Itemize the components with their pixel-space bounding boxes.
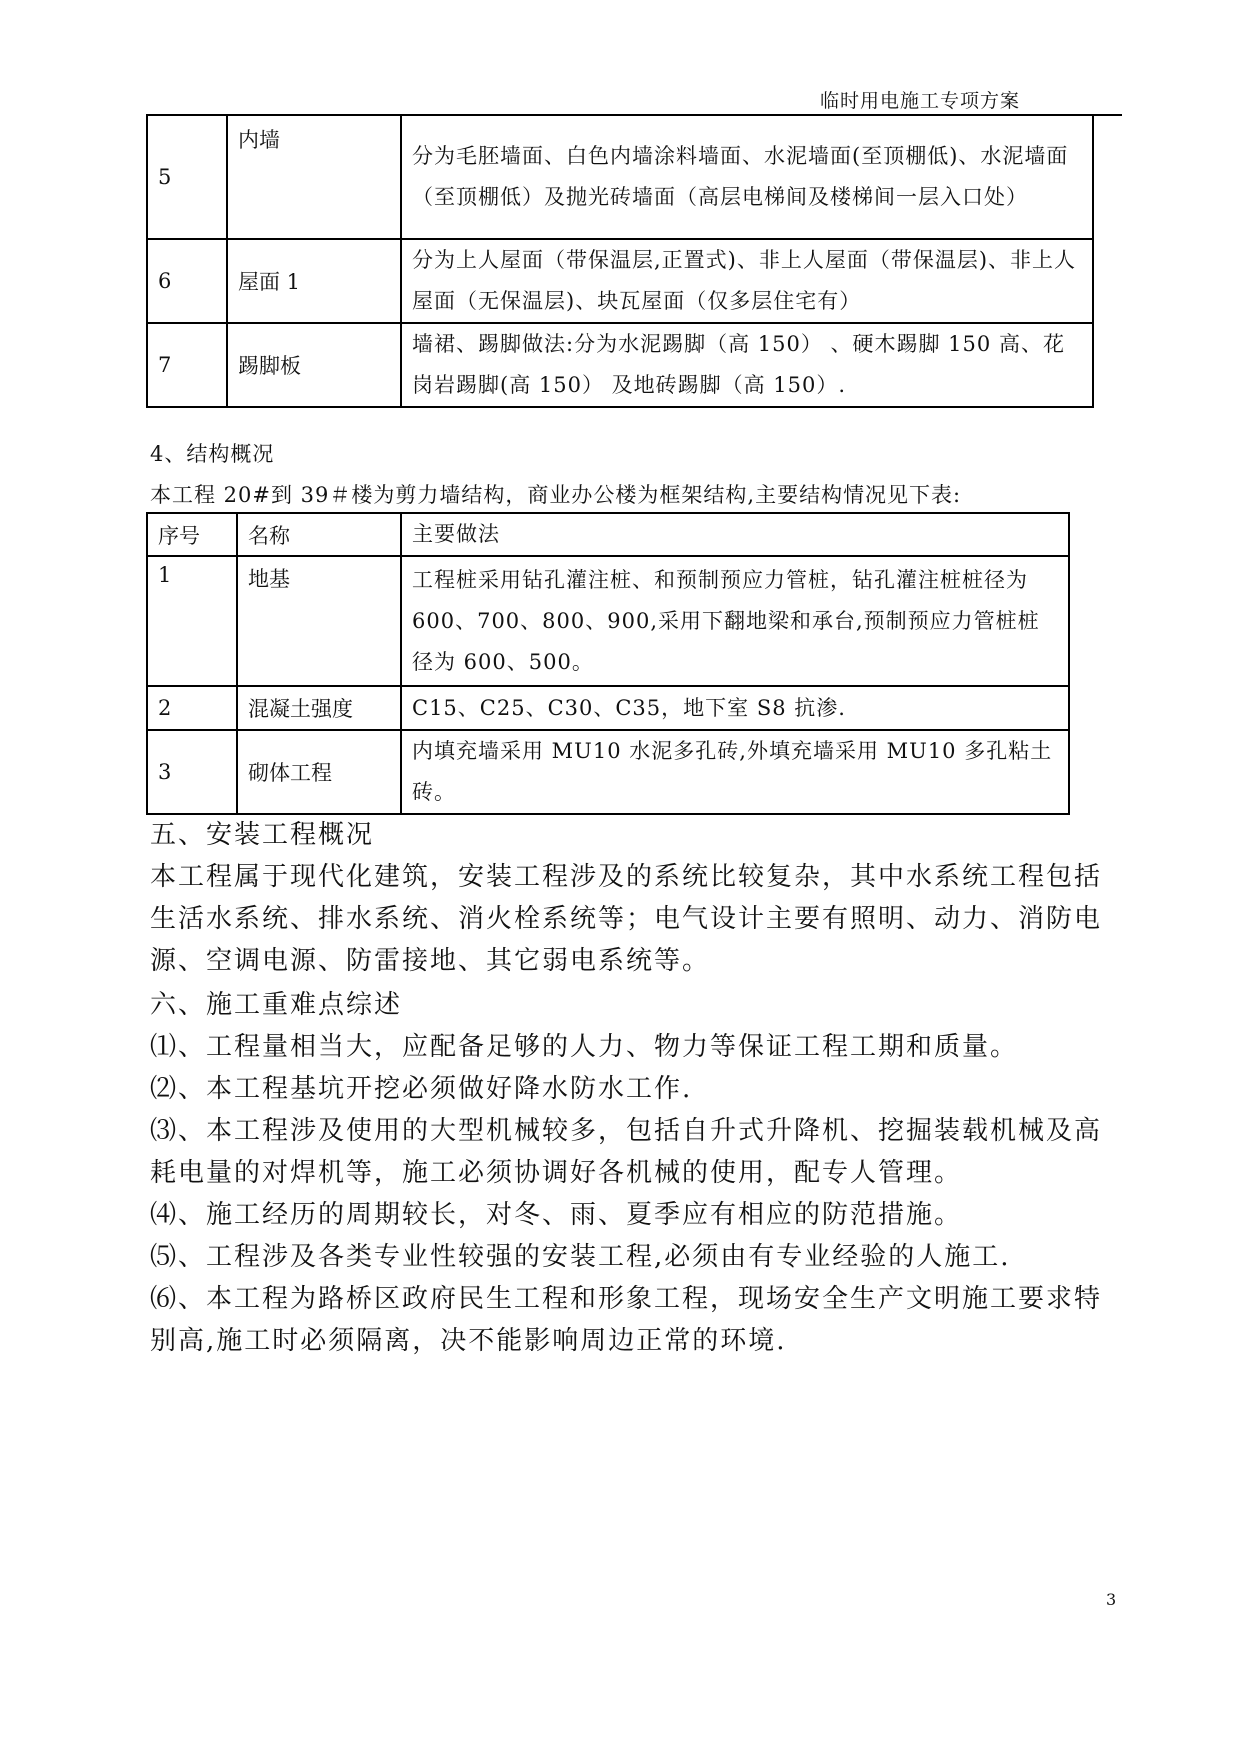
- header-title: 临时用电施工专项方案: [820, 90, 1021, 112]
- section5: [150, 814, 1126, 982]
- header-number: 序号: [147, 513, 237, 556]
- header-method: 主要做法: [401, 513, 1069, 556]
- section5-body: 本工程属于现代化建筑，安装工程涉及的系统比较复杂，其中水系统工程包括生活水系统、排水系统、消火栓系统等；电气设计主要有照明、动力、消防电源、空调电源、防雷接地、其它弱电系统等。: [150, 862, 1103, 976]
- row-number: 6: [147, 239, 227, 323]
- table-row: [147, 556, 1069, 686]
- finishes-table: [146, 114, 1094, 408]
- list-item: ⑸、工程涉及各类专业性较强的安装工程,必须由有专业经验的人施工.: [150, 1242, 1011, 1272]
- table-row: [147, 115, 1093, 239]
- row-name: 屋面 1: [227, 239, 401, 323]
- row-description: 分为毛胚墙面、白色内墙涂料墙面、水泥墙面(至顶棚低)、水泥墙面（至顶棚低）及抛光砖墙面（高层电梯间及楼梯间一层入口处）: [401, 115, 1093, 239]
- list-item: ⑵、本工程基坑开挖必须做好降水防水工作.: [150, 1074, 693, 1104]
- row-description: 内填充墙采用 MU10 水泥多孔砖,外填充墙采用 MU10 多孔粘土砖。: [401, 730, 1069, 814]
- list-item: ⑹、本工程为路桥区政府民生工程和形象工程，现场安全生产文明施工要求特别高,施工时必须隔离，决不能影响周边正常的环境.: [150, 1284, 1103, 1356]
- section4-intro: 本工程 20#到 39＃楼为剪力墙结构，商业办公楼为框架结构,主要结构情况见下表:: [150, 483, 962, 507]
- row-number: 5: [147, 115, 227, 239]
- row-number: 3: [147, 730, 237, 814]
- row-number: 1: [147, 556, 237, 686]
- table-row: [147, 730, 1069, 814]
- row-number: 7: [147, 323, 227, 407]
- table-row: [147, 239, 1093, 323]
- table-row: [147, 323, 1093, 407]
- row-description: C15、C25、C30、C35，地下室 S8 抗渗.: [401, 686, 1069, 730]
- section4-heading: 4、结构概况: [150, 442, 275, 466]
- structure-table: [146, 512, 1070, 815]
- row-description: 工程桩采用钻孔灌注桩、和预制预应力管桩，钻孔灌注桩桩径为 600、700、800、900,采用下翻地梁和承台,预制预应力管桩桩径为 600、500。: [401, 556, 1069, 686]
- list-item: ⑷、施工经历的周期较长，对冬、雨、夏季应有相应的防范措施。: [150, 1200, 963, 1230]
- row-number: 2: [147, 686, 237, 730]
- header-name: 名称: [237, 513, 401, 556]
- row-name: 踢脚板: [227, 323, 401, 407]
- table-header-row: [147, 513, 1069, 556]
- page-number: 3: [1106, 1590, 1117, 1609]
- row-name: 地基: [237, 556, 401, 686]
- row-description: 分为上人屋面（带保温层,正置式)、非上人屋面（带保温层)、非上人屋面（无保温层)、块瓦屋面（仅多层住宅有）: [401, 239, 1093, 323]
- list-item: ⑶、本工程涉及使用的大型机械较多，包括自升式升降机、挖掘装载机械及高耗电量的对焊机等，施工必须协调好各机械的使用，配专人管理。: [150, 1116, 1103, 1188]
- list-item: ⑴、工程量相当大，应配备足够的人力、物力等保证工程工期和质量。: [150, 1032, 1019, 1062]
- section6: [150, 984, 1126, 1362]
- table-row: [147, 686, 1069, 730]
- row-name: 砌体工程: [237, 730, 401, 814]
- row-description: 墙裙、踢脚做法:分为水泥踢脚（高 150） 、硬木踢脚 150 高、花岗岩踢脚(高 150） 及地砖踢脚（高 150）.: [401, 323, 1093, 407]
- row-name: 混凝土强度: [237, 686, 401, 730]
- row-name: 内墙: [227, 115, 401, 239]
- section6-heading: 六、施工重难点综述: [150, 990, 403, 1020]
- section5-heading: 五、安装工程概况: [150, 820, 375, 850]
